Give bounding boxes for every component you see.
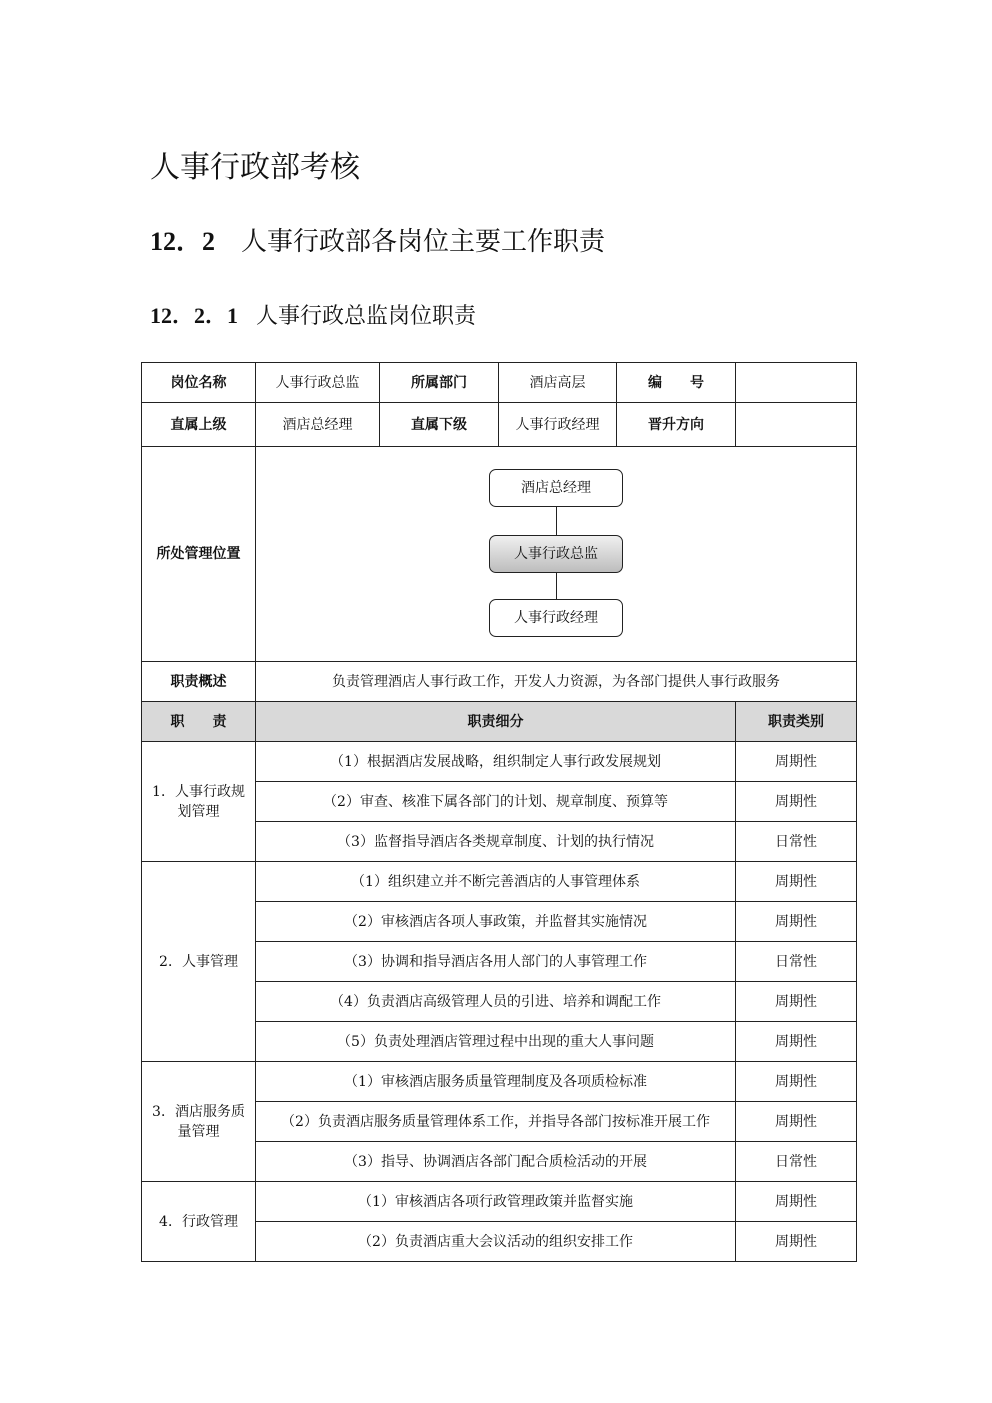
- duty-detail: （3）指导、协调酒店各部门配合质检活动的开展: [256, 1142, 736, 1182]
- duty-type: 周期性: [736, 862, 857, 902]
- org-box-hr-director: 人事行政总监: [489, 535, 623, 573]
- subsection-title: 人事行政总监岗位职责: [256, 304, 477, 329]
- duty-type: 周期性: [736, 742, 857, 782]
- duty-type: 周期性: [736, 1062, 857, 1102]
- duty-detail: （2）审查、核准下属各部门的计划、规章制度、预算等: [256, 782, 736, 822]
- duty-detail: （2）负责酒店重大会议活动的组织安排工作: [256, 1222, 736, 1262]
- duty-row: [142, 862, 857, 902]
- duty-detail: （2）负责酒店服务质量管理体系工作，并指导各部门按标准开展工作: [256, 1102, 736, 1142]
- department-label: 所属部门: [380, 363, 499, 403]
- org-box-general-manager: 酒店总经理: [489, 469, 623, 507]
- duty-row: [142, 1182, 857, 1222]
- department-value: 酒店高层: [499, 363, 617, 403]
- code-label: 编 号: [617, 363, 736, 403]
- duty-detail: （1）组织建立并不断完善酒店的人事管理体系: [256, 862, 736, 902]
- org-chart-cell: [256, 447, 857, 662]
- duty-group-name: 3．酒店服务质量管理: [142, 1062, 256, 1182]
- duty-type: 周期性: [736, 1102, 857, 1142]
- overview-text: 负责管理酒店人事行政工作，开发人力资源，为各部门提供人事行政服务: [256, 662, 857, 702]
- org-connector-top: [556, 507, 557, 535]
- duty-type: 周期性: [736, 782, 857, 822]
- duty-type: 周期性: [736, 1022, 857, 1062]
- duty-type: 周期性: [736, 902, 857, 942]
- duty-group-name: 1．人事行政规划管理: [142, 742, 256, 862]
- duty-detail: （4）负责酒店高级管理人员的引进、培养和调配工作: [256, 982, 736, 1022]
- duty-detail: （3）协调和指导酒店各用人部门的人事管理工作: [256, 942, 736, 982]
- header-duty-type: 职责类别: [736, 702, 857, 742]
- duty-header-row: [142, 702, 857, 742]
- duty-row: [142, 1062, 857, 1102]
- duty-detail: （3）监督指导酒店各类规章制度、计划的执行情况: [256, 822, 736, 862]
- subsection-number: 12．2．1: [150, 303, 239, 328]
- duty-type: 周期性: [736, 1222, 857, 1262]
- promotion-value: [736, 403, 857, 447]
- info-row-1: [142, 363, 857, 403]
- overview-row: [142, 662, 857, 702]
- superior-label: 直属上级: [142, 403, 256, 447]
- subsection-heading: [150, 298, 476, 335]
- duty-detail: （2）审核酒店各项人事政策，并监督其实施情况: [256, 902, 736, 942]
- job-description-table: [141, 362, 857, 1262]
- promotion-label: 晋升方向: [617, 403, 736, 447]
- duty-type: 周期性: [736, 1182, 857, 1222]
- section-heading: [150, 222, 605, 262]
- duty-detail: （1）根据酒店发展战略，组织制定人事行政发展规划: [256, 742, 736, 782]
- duty-type: 日常性: [736, 942, 857, 982]
- org-box-hr-manager: 人事行政经理: [489, 599, 623, 637]
- duty-type: 日常性: [736, 822, 857, 862]
- info-row-2: [142, 403, 857, 447]
- duty-group-name: 4．行政管理: [142, 1182, 256, 1262]
- header-duty-detail: 职责细分: [256, 702, 736, 742]
- section-title: 人事行政部各岗位主要工作职责: [241, 227, 606, 257]
- duty-detail: （1）审核酒店各项行政管理政策并监督实施: [256, 1182, 736, 1222]
- header-duty: 职 责: [142, 702, 256, 742]
- overview-label: 职责概述: [142, 662, 256, 702]
- position-label: 所处管理位置: [142, 447, 256, 662]
- job-title-value: 人事行政总监: [256, 363, 380, 403]
- duty-group-name: 2．人事管理: [142, 862, 256, 1062]
- superior-value: 酒店总经理: [256, 403, 380, 447]
- duty-detail: （5）负责处理酒店管理过程中出现的重大人事问题: [256, 1022, 736, 1062]
- duty-type: 周期性: [736, 982, 857, 1022]
- duty-type: 日常性: [736, 1142, 857, 1182]
- org-chart: [256, 447, 856, 661]
- org-connector-bottom: [556, 573, 557, 599]
- section-number: 12．2: [150, 227, 216, 256]
- page-title: 人事行政部考核: [150, 150, 360, 185]
- duty-detail: （1）审核酒店服务质量管理制度及各项质检标准: [256, 1062, 736, 1102]
- subordinate-value: 人事行政经理: [499, 403, 617, 447]
- job-title-label: 岗位名称: [142, 363, 256, 403]
- duty-row: [142, 742, 857, 782]
- subordinate-label: 直属下级: [380, 403, 499, 447]
- position-row: [142, 447, 857, 662]
- code-value: [736, 363, 857, 403]
